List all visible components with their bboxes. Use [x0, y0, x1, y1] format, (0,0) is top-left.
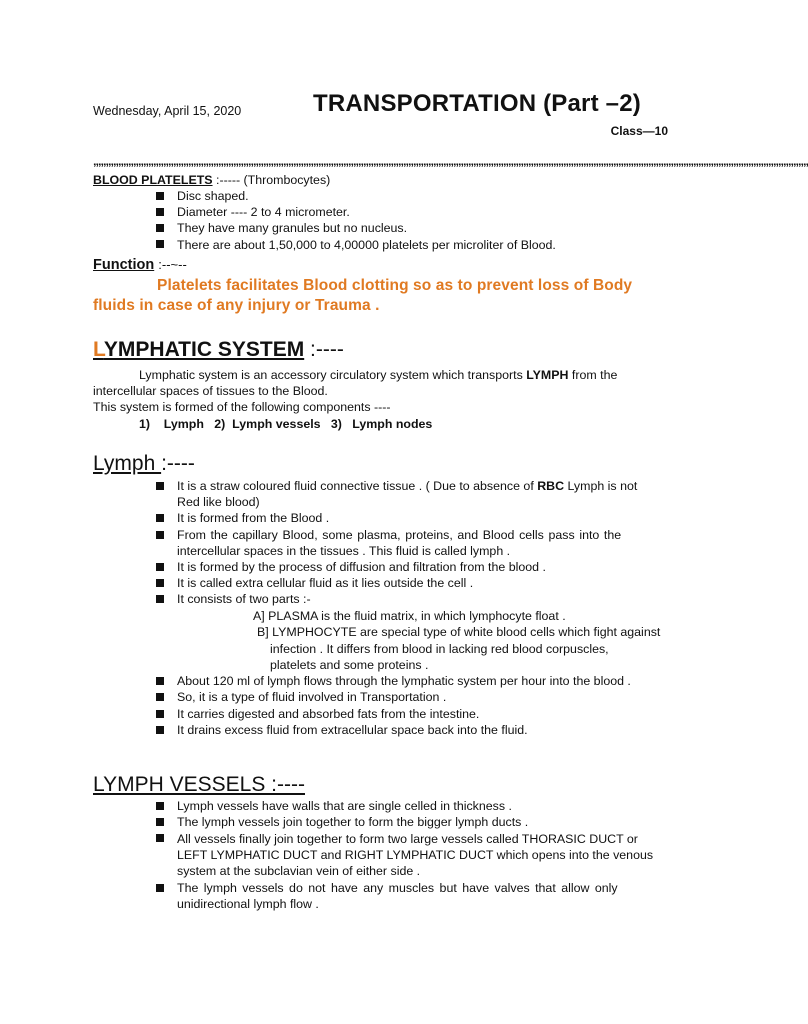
vessels-point-3a: All vessels finally join together to form two large vessels called THORASIC DUCT or — [177, 832, 638, 846]
vessels-point-3c: system at the subclavian vein of either side . — [177, 864, 421, 878]
platelets-heading-text: BLOOD PLATELETS — [93, 173, 213, 187]
lymphatic-intro-line3: This system is formed of the following components ---- — [93, 400, 391, 414]
lymph-heading — [93, 452, 195, 476]
function-text-line2: fluids in case of any injury or Trauma . — [93, 297, 380, 314]
class-label: Class—10 — [610, 124, 668, 138]
platelets-point: There are about 1,50,000 to 4,00000 platelets per microliter of Blood. — [177, 238, 556, 252]
lymph-part-b3: platelets and some proteins . — [270, 658, 429, 672]
lymph-point-3b: intercellular spaces in the tissues . This fluid is called lymph . — [177, 544, 511, 558]
function-text-line1: Platelets facilitates Blood clotting so as to prevent loss of Body — [157, 277, 633, 294]
function-heading — [93, 257, 187, 273]
bullet-icon — [156, 192, 164, 200]
lymph-point-8: So, it is a type of fluid involved in Transportation . — [177, 690, 447, 704]
bullet-icon — [156, 563, 164, 571]
vessels-point-4a: The lymph vessels do not have any muscles but have valves that allow only — [177, 881, 618, 895]
vessels-heading: LYMPH VESSELS :---- — [93, 773, 305, 796]
bullet-icon — [156, 240, 164, 248]
lymph-heading-text: Lymph — [93, 452, 162, 475]
lymphatic-intro-line1 — [139, 367, 617, 383]
lymph-point-7: About 120 ml of lymph flows through the lymphatic system per hour into the blood . — [177, 674, 631, 688]
lymph-point-6: It consists of two parts :- — [177, 592, 311, 606]
bullet-icon — [156, 710, 164, 718]
bullet-icon — [156, 726, 164, 734]
lymph-point-text: Lymph is not — [564, 479, 638, 493]
bullet-icon — [156, 818, 164, 826]
lymph-point-bold: RBC — [537, 479, 565, 493]
lymphatic-heading-suffix: :---- — [304, 338, 344, 361]
lymphatic-components: 1) Lymph 2) Lymph vessels 3) Lymph nodes — [139, 417, 433, 431]
lymph-part-b2: infection . It differs from blood in lacking red blood corpuscles, — [270, 642, 609, 656]
lymphatic-heading-text: YMPHATIC SYSTEM — [103, 338, 305, 361]
bullet-icon — [156, 579, 164, 587]
lymphatic-heading — [93, 338, 344, 362]
platelets-heading — [93, 172, 330, 188]
platelets-point: Diameter ---- 2 to 4 micrometer. — [177, 205, 350, 219]
lymphatic-heading-initial: L — [93, 338, 104, 361]
function-suffix: :--~-- — [158, 257, 187, 272]
bullet-icon — [156, 595, 164, 603]
intro-text: Lymphatic system is an accessory circulatory system which transports — [139, 368, 523, 382]
platelets-point: Disc shaped. — [177, 189, 249, 203]
bullet-icon — [156, 208, 164, 216]
lymph-point-5: It is called extra cellular fluid as it lies outside the cell . — [177, 576, 474, 590]
lymph-point-2: It is formed from the Blood . — [177, 511, 330, 525]
lymph-point-text: It is a straw coloured fluid connective tissue . ( Due to absence of — [177, 479, 538, 493]
bullet-icon — [156, 224, 164, 232]
bullet-icon — [156, 884, 164, 892]
bullet-icon — [156, 677, 164, 685]
function-label: Function — [93, 257, 155, 273]
vessels-point-4b: unidirectional lymph flow . — [177, 897, 319, 911]
lymph-point-10: It drains excess fluid from extracellular space back into the fluid. — [177, 723, 528, 737]
vessels-point-2: The lymph vessels join together to form the bigger lymph ducts . — [177, 815, 529, 829]
lymph-point-4: It is formed by the process of diffusion and filtration from the blood . — [177, 560, 546, 574]
separator-line: „„„„„„„„„„„„„„„„„„„„„„„„„„„„„„„„„„„„„„„„„„„„„„„„„„„„„„„„„„„„„„„„„„„„„„„„„„„„„„„„„„„„„„„„„„„„„„„„„„„„„„„„„„„„„„„„„„„„„„„„„„„„„„„„„„„„„„„„„„„„„„„ — [93, 154, 808, 168]
platelets-point: They have many granules but no nucleus. — [177, 221, 408, 235]
bullet-icon — [156, 482, 164, 490]
lymph-point-9: It carries digested and absorbed fats from the intestine. — [177, 707, 480, 721]
intro-bold: LYMPH — [526, 368, 569, 382]
lymph-point-1c: Red like blood) — [177, 495, 260, 509]
lymph-part-a: A] PLASMA is the fluid matrix, in which lymphocyte float . — [253, 609, 566, 623]
intro-text-end: from the — [568, 368, 618, 382]
bullet-icon — [156, 693, 164, 701]
bullet-icon — [156, 834, 164, 842]
lymph-part-b1: B] LYMPHOCYTE are special type of white blood cells which fight against — [257, 625, 661, 639]
lymph-heading-suffix: :---- — [161, 452, 195, 475]
lymphatic-intro-line2: intercellular spaces of tissues to the Blood. — [93, 384, 328, 398]
page-title: TRANSPORTATION (Part –2) — [313, 90, 641, 117]
platelets-heading-suffix: :----- (Thrombocytes) — [216, 173, 331, 187]
lymph-point-1a — [177, 478, 637, 494]
vessels-point-1: Lymph vessels have walls that are single celled in thickness . — [177, 799, 512, 813]
lymph-point-3a: From the capillary Blood, some plasma, proteins, and Blood cells pass into the — [177, 528, 622, 542]
bullet-icon — [156, 802, 164, 810]
date-text: Wednesday, April 15, 2020 — [93, 104, 242, 118]
bullet-icon — [156, 514, 164, 522]
vessels-point-3b: LEFT LYMPHATIC DUCT and RIGHT LYMPHATIC DUCT which opens into the venous — [177, 848, 654, 862]
bullet-icon — [156, 531, 164, 539]
